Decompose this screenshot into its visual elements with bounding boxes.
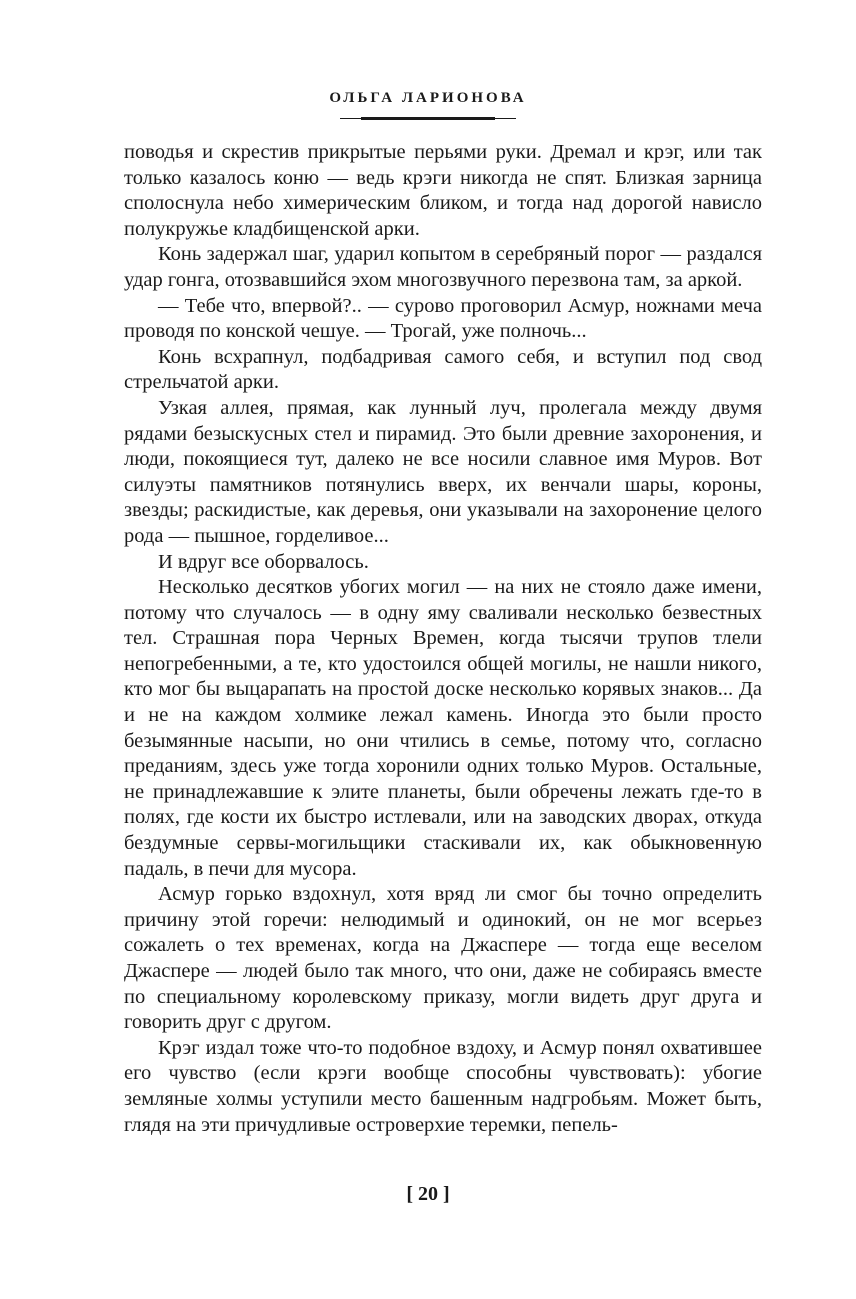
body-text <box>124 140 762 1138</box>
paragraph: — Тебе что, впервой?.. — сурово проговорил Асмур, ножнами меча проводя по конской чешуе. — Трогай, уже полночь... <box>124 294 762 343</box>
paragraph: Несколько десятков убогих могил — на них не стояло даже имени, потому что случалось — в одну яму сваливали несколько безвестных тел. Страшная пора Черных Времен, когда тысячи трупов тлели непогребенными, а те, кто удостоился общей могилы, не нашли никого, кто мог бы выцарапать на простой доске несколько корявых знаков... Да и не на каждом холмике лежал камень. Иногда это были просто безымянные насыпи, но они чтились в семье, потому что, согласно преданиям, здесь уже тогда хоронили одних только Муров. Остальные, не принадлежавшие к элите планеты, были обречены лежать где-то в полях, где кости их быстро истлевали, или на заводских дворах, откуда бездумные сервы-могильщики стаскивали их, как обыкновенную падаль, в печи для мусора. <box>124 576 762 880</box>
page-number: [ 20 ] <box>406 1183 450 1205</box>
paragraph: Конь всхрапнул, подбадривая самого себя, и вступил под свод стрельчатой арки. <box>124 345 762 394</box>
running-header <box>0 88 856 108</box>
header-rule-right <box>495 118 516 119</box>
paragraph: Узкая аллея, прямая, как лунный луч, пролегала между двумя рядами безыскусных стел и пирамид. Это были древние захоронения, и люди, покоящиеся тут, далеко не все носили славное имя Муров. Вот силуэты памятников потянулись вверх, их венчали шары, короны, звезды; раскидистые, как деревья, они указывали на захоронение целого рода — пышное, горделивое... <box>124 396 762 547</box>
paragraph: Конь задержал шаг, ударил копытом в серебряный порог — раздался удар гонга, отозвавшийся эхом многозвучного перезвона там, за аркой. <box>124 243 762 291</box>
paragraph: Асмур горько вздохнул, хотя вряд ли смог бы точно определить причину этой горечи: нелюдимый и одинокий, он не мог всерьез сожалеть о тех временах, когда на Джаспере — тогда еще веселом Джаспере — людей было так много, что они, даже не собираясь вместе по специальному королевскому приказу, могли видеть друг друга и говорить друг с другом. <box>124 883 762 1034</box>
paragraph: поводья и скрестив прикрытые перьями руки. Дремал и крэг, или так только казалось коню — ведь крэги никогда не спят. Близкая зарница сполоснула небо химерическим бликом, и тогда над дорогой нависло полукружье кладбищенской арки. <box>124 141 762 240</box>
paragraph: И вдруг все оборвалось. <box>158 550 369 573</box>
header-rule <box>361 117 495 120</box>
header-rule-left <box>340 118 361 119</box>
paragraph: Крэг издал тоже что-то подобное вздоху, и Асмур понял охватившее его чувство (если крэги вообще способны чувствовать): убогие земляные холмы уступили место башенным надгробьям. Может быть, глядя на эти причудливые островерхие теремки, пепель- <box>124 1036 762 1136</box>
author-name: ОЛЬГА ЛАРИОНОВА <box>329 90 527 106</box>
